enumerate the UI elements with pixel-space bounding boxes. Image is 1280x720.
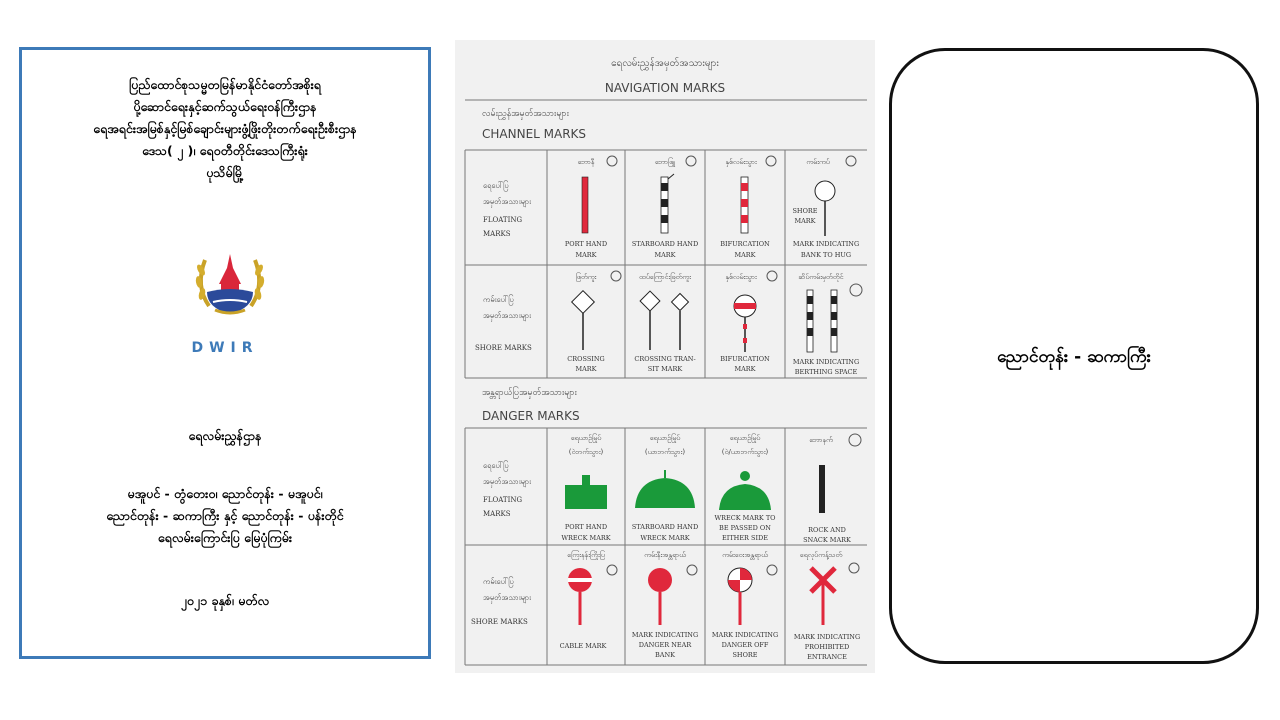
svg-text:MARK INDICATING: MARK INDICATING — [631, 631, 699, 639]
svg-text:DANGER OFF: DANGER OFF — [721, 641, 769, 649]
svg-text:ထပ်ကြောင်းဖြတ်ကူး: ထပ်ကြောင်းဖြတ်ကူး — [639, 273, 691, 281]
svg-text:PORT HAND: PORT HAND — [564, 240, 608, 248]
cover-page — [19, 47, 431, 659]
route-line: ရေလမ်းကြောင်းပြ မြေပုံကြမ်း — [157, 530, 293, 545]
navigation-marks-chart — [455, 40, 875, 673]
svg-text:ရေယာဉ်မြုပ်: ရေယာဉ်မြုပ် — [649, 434, 681, 442]
row-label-floating-en2: MARKS — [483, 230, 511, 238]
svg-text:MARK INDICATING: MARK INDICATING — [792, 358, 860, 366]
danger-row-floating-en2: MARKS — [483, 510, 511, 518]
svg-text:ROCK AND: ROCK AND — [808, 526, 846, 534]
svg-text:BANK: BANK — [654, 651, 676, 659]
row-label-shore-en: SHORE MARKS — [475, 344, 532, 352]
svg-text:နှစ်လမ်းသွား: နှစ်လမ်းသွား — [725, 273, 757, 281]
danger-title-en: DANGER MARKS — [482, 409, 580, 423]
svg-text:MARK INDICATING: MARK INDICATING — [711, 631, 779, 639]
svg-text:EITHER SIDE: EITHER SIDE — [722, 534, 768, 542]
svg-text:MARK: MARK — [654, 251, 676, 259]
svg-text:MARK: MARK — [794, 217, 816, 225]
danger-row-shore-mm2: အမှတ်အသားများ — [483, 593, 532, 602]
svg-text:ကြေးနန်းကြိုးပြ: ကြေးနန်းကြိုးပြ — [567, 551, 605, 559]
chart-title-en: NAVIGATION MARKS — [604, 81, 726, 95]
svg-text:ENTRANCE: ENTRANCE — [807, 653, 847, 661]
svg-text:ရေယာဉ်မြုပ်: ရေယာဉ်မြုပ် — [570, 434, 602, 442]
svg-text:WRECK MARK: WRECK MARK — [561, 534, 611, 542]
svg-text:ရေလုပ်ကန့်သတ်: ရေလုပ်ကန့်သတ် — [799, 551, 843, 559]
danger-row-shore-en: SHORE MARKS — [471, 618, 528, 626]
svg-text:MARK: MARK — [734, 251, 756, 259]
header-line: ပြည်ထောင်စုသမ္မတမြန်မာနိုင်ငံတော်အစိုးရ — [129, 77, 321, 92]
svg-text:(ဝဲ/ယာဘက်သွား): (ဝဲ/ယာဘက်သွား) — [721, 448, 769, 456]
svg-text:SHORE: SHORE — [732, 651, 758, 659]
route-line: မအူပင် - တွံတေး၀၊ ညောင်တုန်း - မအူပင်၊ — [127, 486, 323, 501]
svg-text:ဘောနီ: ဘောနီ — [577, 158, 595, 166]
header-line: ရေအရင်းအမြစ်နှင့်မြစ်ချောင်းများဖွံ့ဖြိုးတိုးတက်ရေးဦးစီးဌာန — [93, 121, 357, 136]
svg-text:ရေယာဉ်မြုပ်: ရေယာဉ်မြုပ် — [729, 434, 761, 442]
route-lines — [22, 483, 428, 549]
svg-text:(ဝဲဘက်သွား): (ဝဲဘက်သွား) — [568, 448, 604, 456]
danger-row-shore-mm: ကမ်းပေါ်ပြ — [483, 577, 514, 586]
danger-row-floating-mm: ရေပေါ်ပြ — [483, 461, 509, 470]
dwir-logo — [191, 246, 269, 346]
svg-text:MARK: MARK — [575, 251, 597, 259]
svg-text:BANK TO HUG: BANK TO HUG — [800, 251, 852, 259]
logo-text: DWIR — [191, 340, 259, 356]
publication-date: ၂၀၂၁ ခုနှစ်၊ မတ်လ — [180, 593, 270, 608]
svg-text:PROHIBITED: PROHIBITED — [804, 643, 850, 651]
svg-text:MARK: MARK — [734, 365, 756, 373]
header-line: ပို့ဆောင်ရေးနှင့်ဆက်သွယ်ရေးဝန်ကြီးဌာန — [133, 99, 317, 114]
svg-text:BIFURCATION: BIFURCATION — [720, 240, 770, 248]
chart-title-mm: ရေလမ်းညွှန်အမှတ်အသားများ — [611, 58, 719, 69]
route-title-card — [889, 48, 1259, 664]
header-line: ဒေသ( ၂ )၊ ရေဝတီတိုင်းဒေသကြီးရုံး — [142, 143, 308, 158]
svg-text:WRECK MARK: WRECK MARK — [640, 534, 690, 542]
department-name: ရေလမ်းညွှန်ဌာန — [188, 428, 262, 443]
danger-row-floating-en: FLOATING — [483, 496, 523, 504]
svg-text:ဘောနက်: ဘောနက် — [809, 436, 833, 444]
svg-text:DANGER NEAR: DANGER NEAR — [638, 641, 692, 649]
header-line: ပုသိမ်မြို့ — [206, 165, 244, 180]
svg-text:ကမ်းနီးအန္တရာယ်: ကမ်းနီးအန္တရာယ် — [644, 551, 686, 559]
svg-text:BIFURCATION: BIFURCATION — [720, 355, 770, 363]
channel-title-mm: လမ်းညွှန်အမှတ်အသားများ — [482, 109, 569, 119]
svg-text:(ယာဘက်သွား): (ယာဘက်သွား) — [644, 448, 686, 456]
route-line: ညောင်တုန်း - ဆကာကြီး နှင့် ညောင်တုန်း - ပန်းတိုင် — [106, 508, 344, 523]
row-label-shore-mm: ကမ်းပေါ်ပြ — [483, 295, 514, 304]
svg-text:ကမ်းဝေးအန္တရာယ်: ကမ်းဝေးအန္တရာယ် — [722, 551, 768, 559]
row-label-floating-mm2: အမှတ်အသားများ — [483, 197, 532, 206]
channel-title-en: CHANNEL MARKS — [482, 127, 587, 141]
danger-title-mm: အန္တရာယ်ပြအမှတ်အသားများ — [482, 388, 577, 398]
svg-text:SHORE: SHORE — [792, 207, 818, 215]
route-title: ညောင်တုန်း - ဆကာကြီး — [997, 347, 1151, 367]
danger-row-floating-mm2: အမှတ်အသားများ — [483, 477, 532, 486]
svg-text:SNACK MARK: SNACK MARK — [803, 536, 851, 544]
svg-text:MARK: MARK — [575, 365, 597, 373]
row-label-floating-en: FLOATING — [483, 216, 523, 224]
svg-text:CABLE MARK: CABLE MARK — [559, 642, 607, 650]
cover-header — [22, 74, 428, 184]
svg-text:MARK INDICATING: MARK INDICATING — [792, 240, 860, 248]
row-label-shore-mm2: အမှတ်အသားများ — [483, 311, 532, 320]
svg-text:PORT HAND: PORT HAND — [564, 523, 608, 531]
row-label-floating-mm: ရေပေါ်ပြ — [483, 181, 509, 190]
svg-text:နှစ်လမ်းသွား: နှစ်လမ်းသွား — [725, 158, 757, 166]
svg-text:BERTHING SPACE: BERTHING SPACE — [794, 368, 858, 376]
svg-text:SIT MARK: SIT MARK — [647, 365, 683, 373]
svg-text:CROSSING: CROSSING — [567, 355, 605, 363]
svg-text:STARBOARD HAND: STARBOARD HAND — [631, 523, 699, 531]
svg-text:CROSSING TRAN-: CROSSING TRAN- — [634, 355, 696, 363]
svg-text:MARK INDICATING: MARK INDICATING — [793, 633, 861, 641]
svg-text:ဆိပ်ကမ်းမှတ်တိုင်: ဆိပ်ကမ်းမှတ်တိုင် — [798, 273, 844, 281]
svg-text:ဖြတ်ကူး: ဖြတ်ကူး — [575, 273, 597, 281]
svg-text:ဘောဖြူ: ဘောဖြူ — [654, 158, 676, 166]
svg-text:WRECK MARK TO: WRECK MARK TO — [714, 514, 776, 522]
svg-text:ကမ်းကပ်: ကမ်းကပ် — [806, 158, 830, 166]
svg-text:BE PASSED ON: BE PASSED ON — [719, 524, 771, 532]
svg-text:STARBOARD HAND: STARBOARD HAND — [631, 240, 699, 248]
